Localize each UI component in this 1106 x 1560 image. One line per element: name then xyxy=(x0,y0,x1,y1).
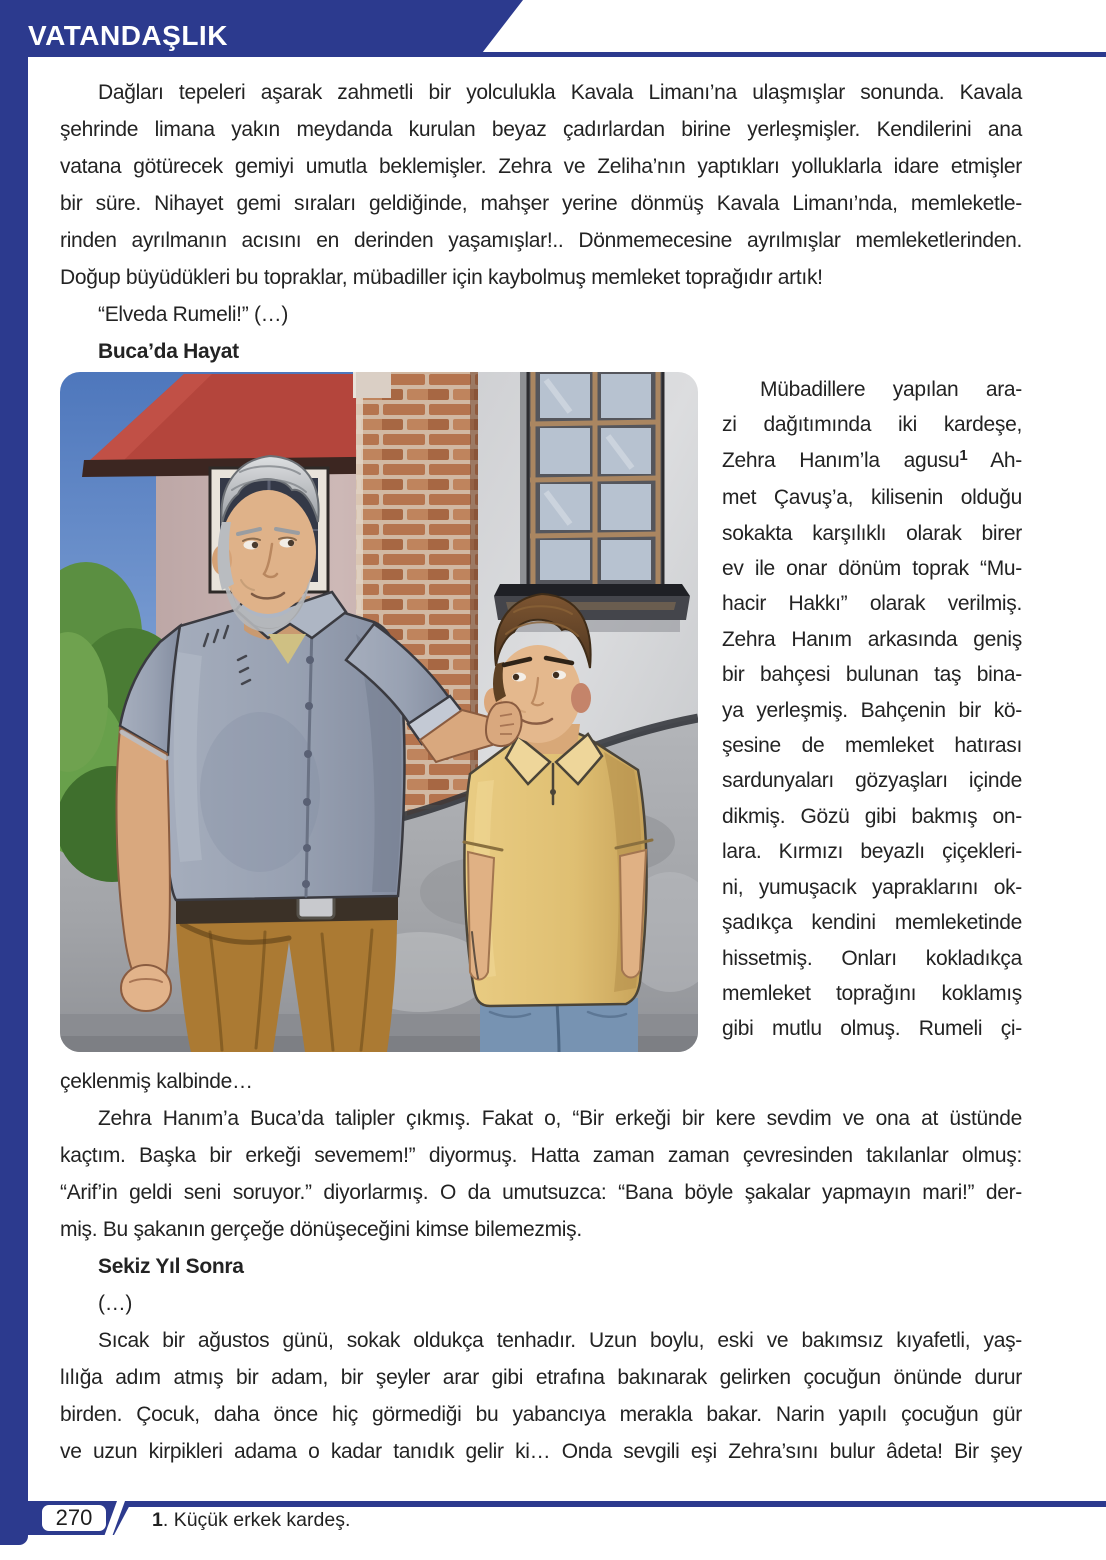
text-line: şesine de memleket hatırası xyxy=(722,734,1022,758)
text-line: Zehra Hanım’la agusu$^1$ Ah- xyxy=(722,446,1023,472)
footnote-text: . Küçük erkek kardeş. xyxy=(162,1509,351,1531)
text-line: bir bahçesi bulunan taş bina- xyxy=(722,663,1022,687)
text-line: gibi mutlu olmuş. Rumeli çi- xyxy=(722,1017,1022,1041)
ellipsis-line: (…) xyxy=(98,1292,133,1315)
left-rail xyxy=(0,0,28,1545)
text-line: rinden ayrılmanın acısını en derinden yaşamışlar!.. Dönmemecesine ayrılmışlar memleketlerinden. xyxy=(60,229,1022,252)
tall-window xyxy=(494,372,690,632)
text-line: lara. Kırmızı beyazlı çiçekleri- xyxy=(722,840,1022,864)
text-line: “Arif’in geldi seni soruyor.” diyorlarmış. O da umutsuzca: “Bana böyle şakalar yapmayın mari!” der- xyxy=(60,1181,1022,1204)
paragraph-3 xyxy=(60,1100,1022,1248)
text-line: Zehra Hanım arkasında geniş xyxy=(722,627,1022,651)
text-line: ve uzun kirpikleri adama o kadar tanıdık gelir ki… Onda sevgili eşi Zehra’sını bulur âdeta! Bir şey xyxy=(60,1440,1022,1463)
footnote-number: 1 xyxy=(152,1509,163,1531)
banner-rule xyxy=(440,52,1106,57)
text-line: vatana götürecek gemiyi umutla beklemişler. Zehra ve Zeliha’nın yaptıkları yolluklarla idare etmişler xyxy=(60,155,1022,178)
text-line: Doğup büyüdükleri bu topraklar, mübadiller için kaybolmuş memleket toprağıdır artık! xyxy=(60,266,823,289)
paragraph-4 xyxy=(60,1322,1022,1470)
text-line: Sıcak bir ağustos günü, sokak oldukça tenhadır. Uzun boylu, eski ve bakımsız kıyafetli, yaş- xyxy=(98,1329,1022,1352)
section-heading-buca: Buca’da Hayat xyxy=(98,340,239,363)
text-line: ni, yumuşacık yapraklarını ok- xyxy=(722,875,1022,899)
quote-line: “Elveda Rumeli!” (…) xyxy=(98,303,289,326)
text-line: sardunyaları gözyaşları içinde xyxy=(722,769,1022,793)
text-line: zi dağıtımında iki kardeşe, xyxy=(722,413,1022,437)
text-line: Zehra Hanım’a Buca’da talipler çıkmış. Fakat o, “Bir erkeği bir kere sevdim ve ona at üstünde xyxy=(98,1107,1022,1130)
text-line: ev ile onar dönüm toprak “Mu- xyxy=(722,557,1022,581)
section-heading-sekiz-yil-sonra: Sekiz Yıl Sonra xyxy=(98,1255,244,1278)
text-line: met Çavuş’a, kilisenin olduğu xyxy=(722,486,1022,510)
story-illustration xyxy=(60,372,698,1052)
text-line: şadıkça kendini memleketinde xyxy=(722,911,1022,935)
text-line: bir süre. Nihayet gemi sıraları geldiğinde, mahşer yerine dönmüş Kavala Limanı’nda, memleketle- xyxy=(60,192,1022,215)
text-line: Dağları tepeleri aşarak zahmetli bir yolculukla Kavala Limanı’na ulaşmışlar sonunda. Kavala xyxy=(98,81,1022,104)
text-line: lılığa adım atmış bir adam, bir şeyler arar gibi etrafına bakınarak gelirken çocuğun önünde durur xyxy=(60,1366,1022,1389)
text-line: ya yerleşmiş. Bahçenin bir kö- xyxy=(722,698,1022,722)
text-line: sokakta karşılıklı olarak birer xyxy=(722,521,1022,545)
text-line: kaçtım. Başka bir erkeği sevemem!” diyormuş. Hatta zaman zaman çevresinden takılanlar olmuş: xyxy=(60,1144,1022,1167)
paragraph-1 xyxy=(60,74,1022,296)
text-line: hacir Hakkı” olarak verilmiş. xyxy=(722,592,1022,616)
text-line: şehrinde limana yakın meydanda kurulan beyaz çadırlardan birine yerleşmişler. Kendilerini ana xyxy=(60,118,1022,141)
text-line: birden. Çocuk, daha önce hiç görmediği bu yabancıya merakla bakar. Narin yapılı çocuğun gür xyxy=(60,1403,1022,1426)
header-banner xyxy=(0,0,1106,57)
text-line: Mübadillere yapılan ara- xyxy=(760,378,1022,401)
text-line: hissetmiş. Onları kokladıkça xyxy=(722,946,1022,970)
paragraph-2-column xyxy=(722,372,1022,1047)
footnote xyxy=(152,1507,350,1533)
media-row xyxy=(60,372,1022,1052)
text-line: memleket toprağını koklamış xyxy=(722,981,1022,1005)
text-line: miş. Bu şakanın gerçeğe dönüşeceğini kimse bilemezmiş. xyxy=(60,1218,582,1241)
article-content xyxy=(60,74,1022,1470)
paragraph-2-continuation: çeklenmiş kalbinde… xyxy=(60,1070,253,1093)
text-line: dikmiş. Gözü gibi bakmış on- xyxy=(722,804,1022,828)
page-title: VATANDAŞLIK xyxy=(28,20,228,51)
page-number: 270 xyxy=(42,1505,106,1531)
